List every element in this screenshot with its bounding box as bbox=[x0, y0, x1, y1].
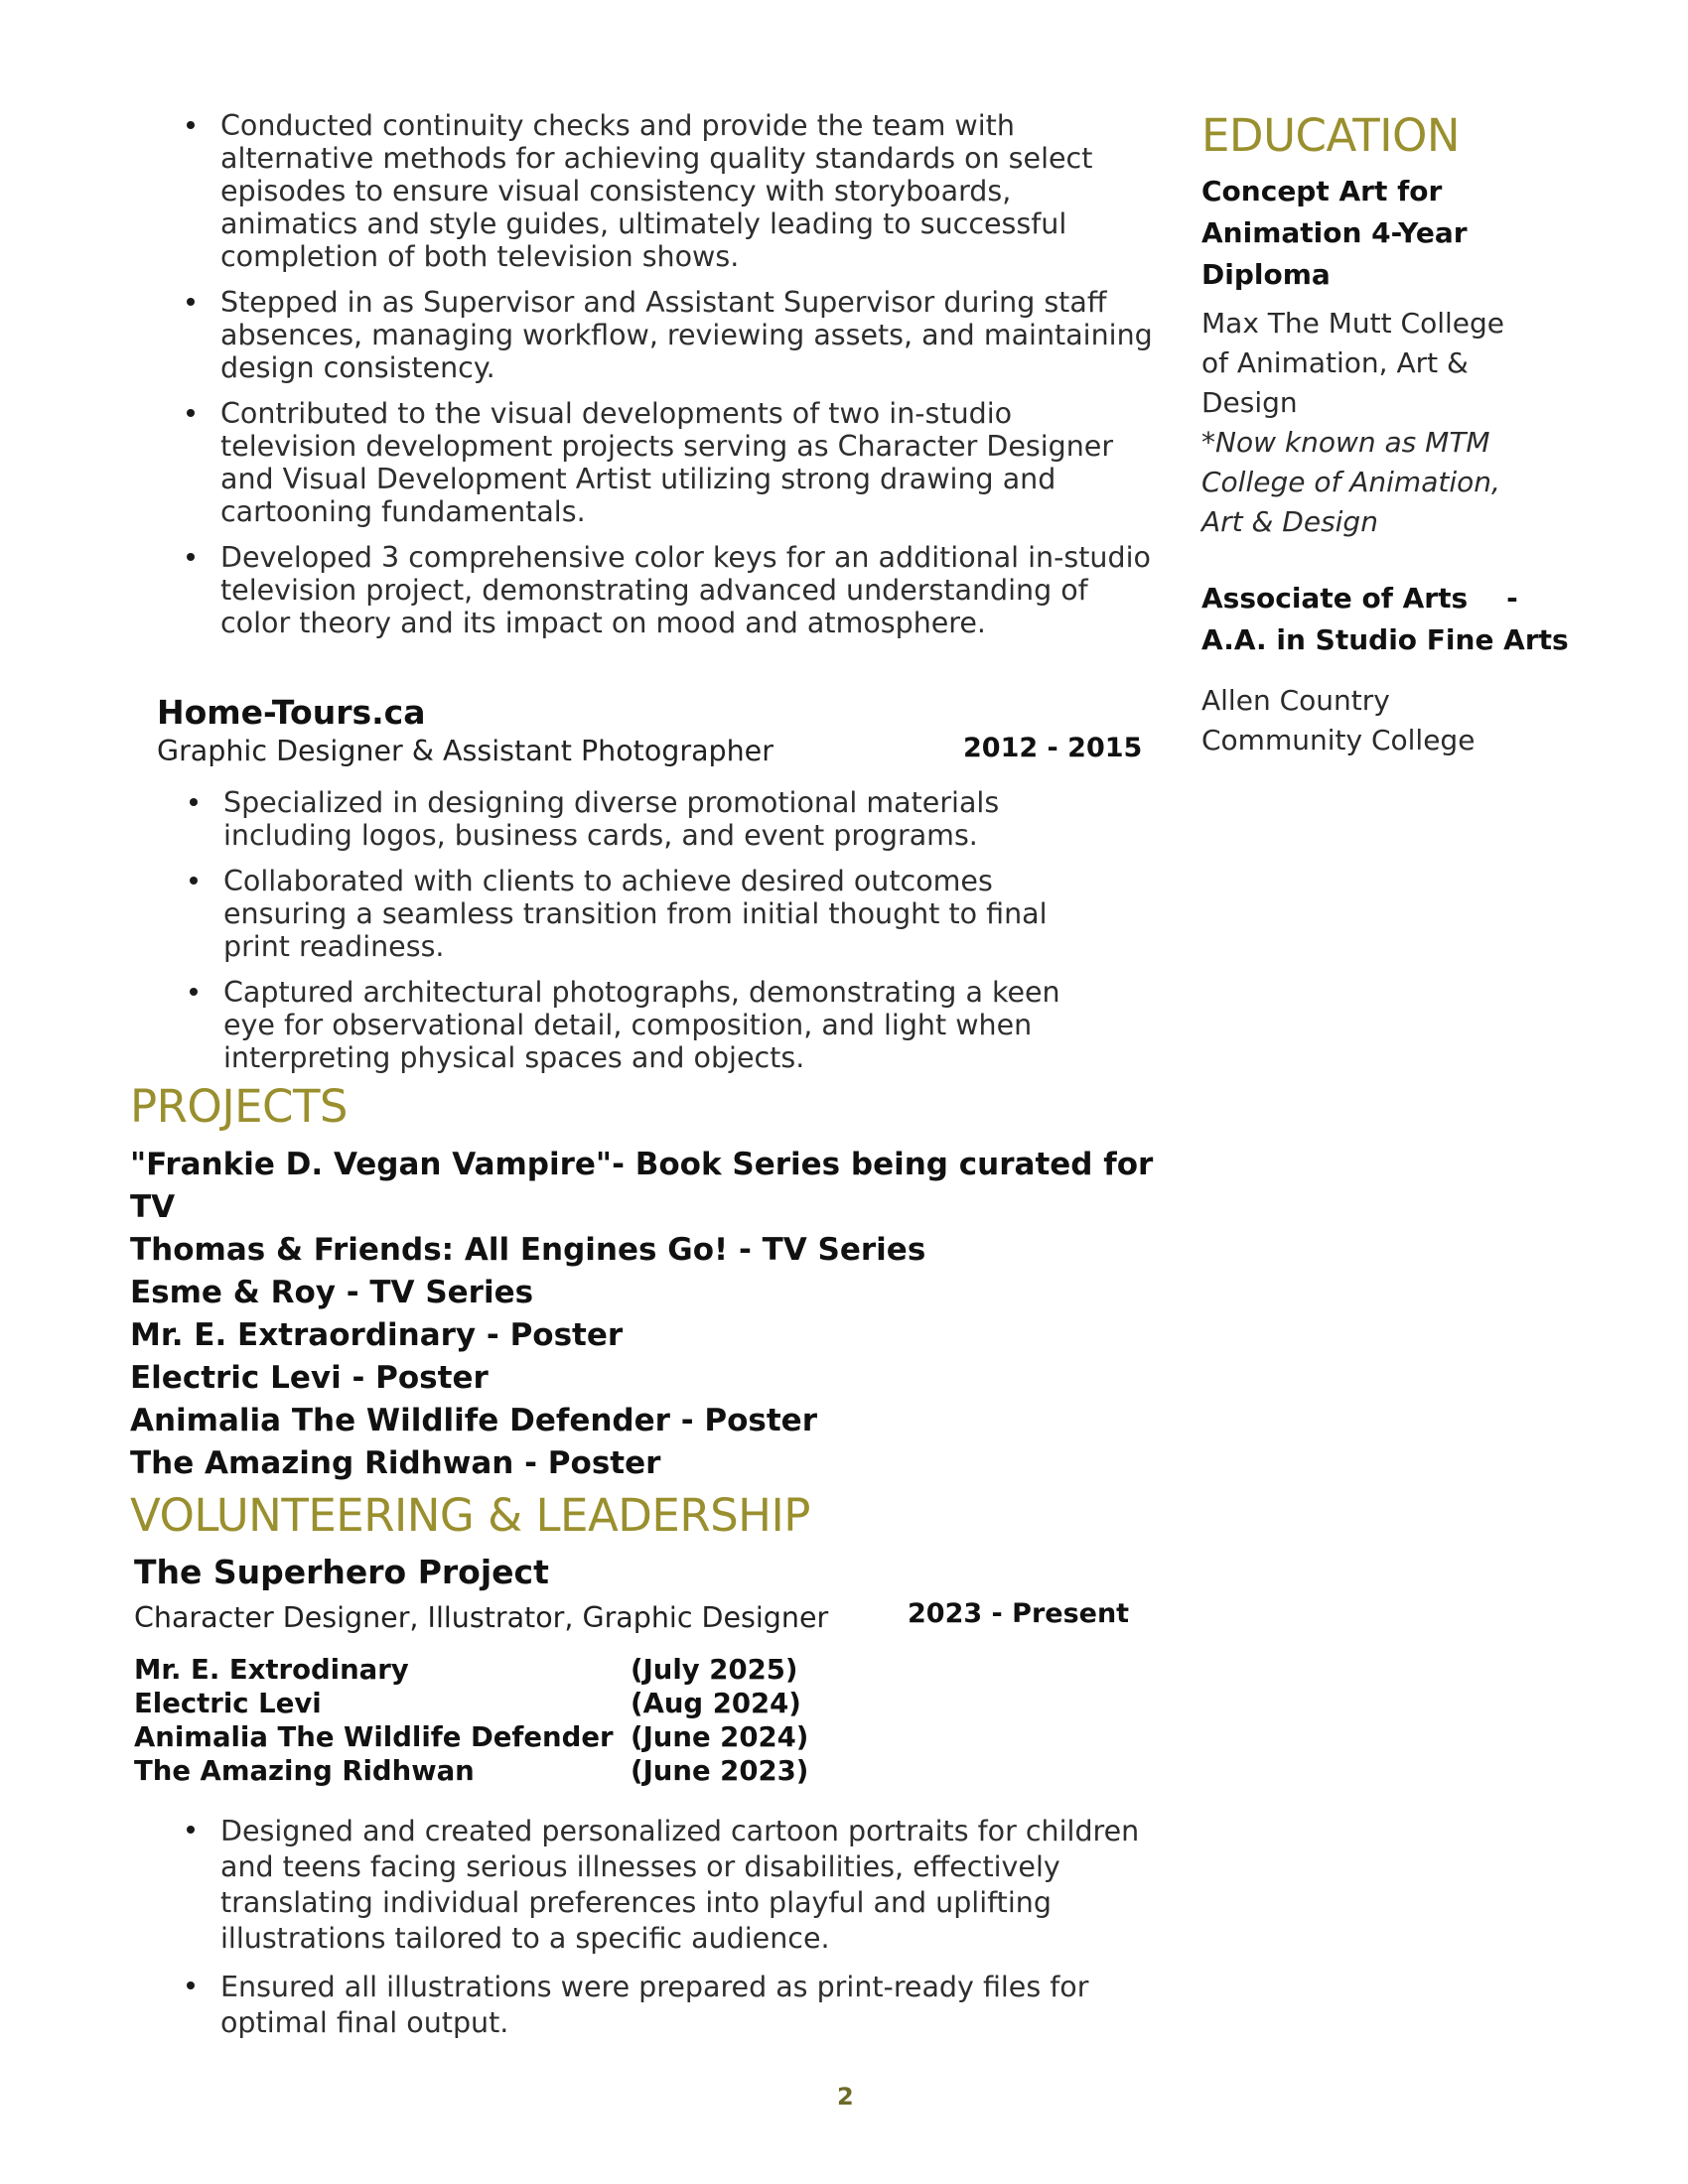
experience-bullet: Contributed to the visual developments of two in-studio television development projects serving as Character Designer and Visual Development Artist utilizing strong drawing and cartooning fundamentals. bbox=[220, 397, 1154, 528]
work-row bbox=[134, 1687, 829, 1720]
project-item: The Amazing Ridhwan - Poster bbox=[130, 1445, 661, 1481]
page-number: 2 bbox=[837, 2083, 854, 2111]
project-item: "Frankie D. Vegan Vampire"- Book Series being curated for TV bbox=[130, 1147, 1154, 1225]
volunteering-heading: VOLUNTEERING & LEADERSHIP bbox=[130, 1489, 810, 1542]
work-date: (June 2024) bbox=[631, 1721, 809, 1753]
degree-line: Associate of Arts - bbox=[1201, 582, 1518, 614]
education-school-2 bbox=[1201, 681, 1618, 760]
project-item: Thomas & Friends: All Engines Go! - TV Series bbox=[130, 1232, 926, 1268]
volunteer-org: The Superhero Project bbox=[134, 1553, 549, 1591]
home-tours-bullets bbox=[223, 786, 1117, 1087]
job-dates: 2012 - 2015 bbox=[963, 733, 1143, 763]
projects-heading: PROJECTS bbox=[130, 1080, 349, 1133]
education-school-1 bbox=[1201, 304, 1618, 542]
school-note-line: Art & Design bbox=[1201, 505, 1378, 538]
job-bullet: Captured architectural photographs, demonstrating a keen eye for observational detail, composition, and light when interpreting physical spaces and objects. bbox=[223, 976, 1117, 1074]
school-note-line: *Now known as MTM bbox=[1201, 426, 1490, 459]
experience-bullet: Stepped in as Supervisor and Assistant Supervisor during staff absences, managing workflow, reviewing assets, and maintaining design consistency. bbox=[220, 286, 1153, 384]
project-item: Animalia The Wildlife Defender - Poster bbox=[130, 1403, 817, 1438]
degree-line: Diploma bbox=[1201, 258, 1331, 291]
job-bullet: Specialized in designing diverse promotional materials including logos, business cards, and event programs. bbox=[223, 786, 1117, 852]
project-item: Mr. E. Extraordinary - Poster bbox=[130, 1317, 624, 1353]
degree-line: Animation 4-Year bbox=[1201, 216, 1468, 249]
school-line: Allen Country bbox=[1201, 684, 1390, 717]
volunteer-dates: 2023 - Present bbox=[908, 1598, 1130, 1629]
work-date: (June 2023) bbox=[631, 1755, 809, 1787]
school-line: Design bbox=[1201, 386, 1298, 419]
project-item: Esme & Roy - TV Series bbox=[130, 1275, 534, 1310]
degree-line: Concept Art for bbox=[1201, 175, 1443, 207]
school-line: Max The Mutt College bbox=[1201, 307, 1504, 340]
volunteer-bullet: Designed and created personalized cartoon portraits for children and teens facing serious illnesses or disabilities, effectively translating individual preferences into playful and uplifting illustrations tailored to a specific audience. bbox=[220, 1814, 1194, 1957]
education-degree-2 bbox=[1201, 578, 1638, 661]
work-row bbox=[134, 1754, 829, 1788]
work-row bbox=[134, 1720, 829, 1754]
work-name: Electric Levi bbox=[134, 1688, 322, 1719]
job-company: Home-Tours.ca bbox=[157, 693, 426, 732]
experience-bullets bbox=[220, 109, 1154, 652]
job-role: Graphic Designer & Assistant Photographer bbox=[157, 735, 774, 767]
degree-line: A.A. in Studio Fine Arts bbox=[1201, 623, 1569, 656]
school-note-line: College of Animation, bbox=[1201, 466, 1500, 498]
school-line: of Animation, Art & bbox=[1201, 346, 1469, 379]
work-name: Mr. E. Extrodinary bbox=[134, 1654, 409, 1686]
volunteer-role: Character Designer, Illustrator, Graphic Designer bbox=[134, 1601, 829, 1634]
projects-list bbox=[130, 1144, 1173, 1485]
volunteer-bullets bbox=[220, 1814, 1194, 2054]
education-heading: EDUCATION bbox=[1201, 109, 1461, 162]
work-date: (Aug 2024) bbox=[631, 1688, 801, 1719]
experience-bullet: Conducted continuity checks and provide the team with alternative methods for achieving quality standards on select episodes to ensure visual consistency with storyboards, animatics and style guides, ultimately leading to successful completion of both television shows. bbox=[220, 109, 1154, 273]
project-item: Electric Levi - Poster bbox=[130, 1360, 489, 1396]
volunteer-works-table bbox=[134, 1653, 829, 1788]
education-degree-1 bbox=[1201, 171, 1618, 296]
work-name: The Amazing Ridhwan bbox=[134, 1755, 475, 1787]
job-bullet: Collaborated with clients to achieve desired outcomes ensuring a seamless transition from initial thought to final print readiness. bbox=[223, 865, 1117, 963]
experience-bullet: Developed 3 comprehensive color keys for an additional in-studio television project, demonstrating advanced understanding of color theory and its impact on mood and atmosphere. bbox=[220, 541, 1154, 639]
work-row bbox=[134, 1653, 829, 1687]
work-date: (July 2025) bbox=[631, 1654, 798, 1686]
volunteer-bullet: Ensured all illustrations were prepared as print-ready files for optimal final output. bbox=[220, 1970, 1194, 2041]
school-line: Community College bbox=[1201, 724, 1476, 756]
work-name: Animalia The Wildlife Defender bbox=[134, 1721, 614, 1753]
